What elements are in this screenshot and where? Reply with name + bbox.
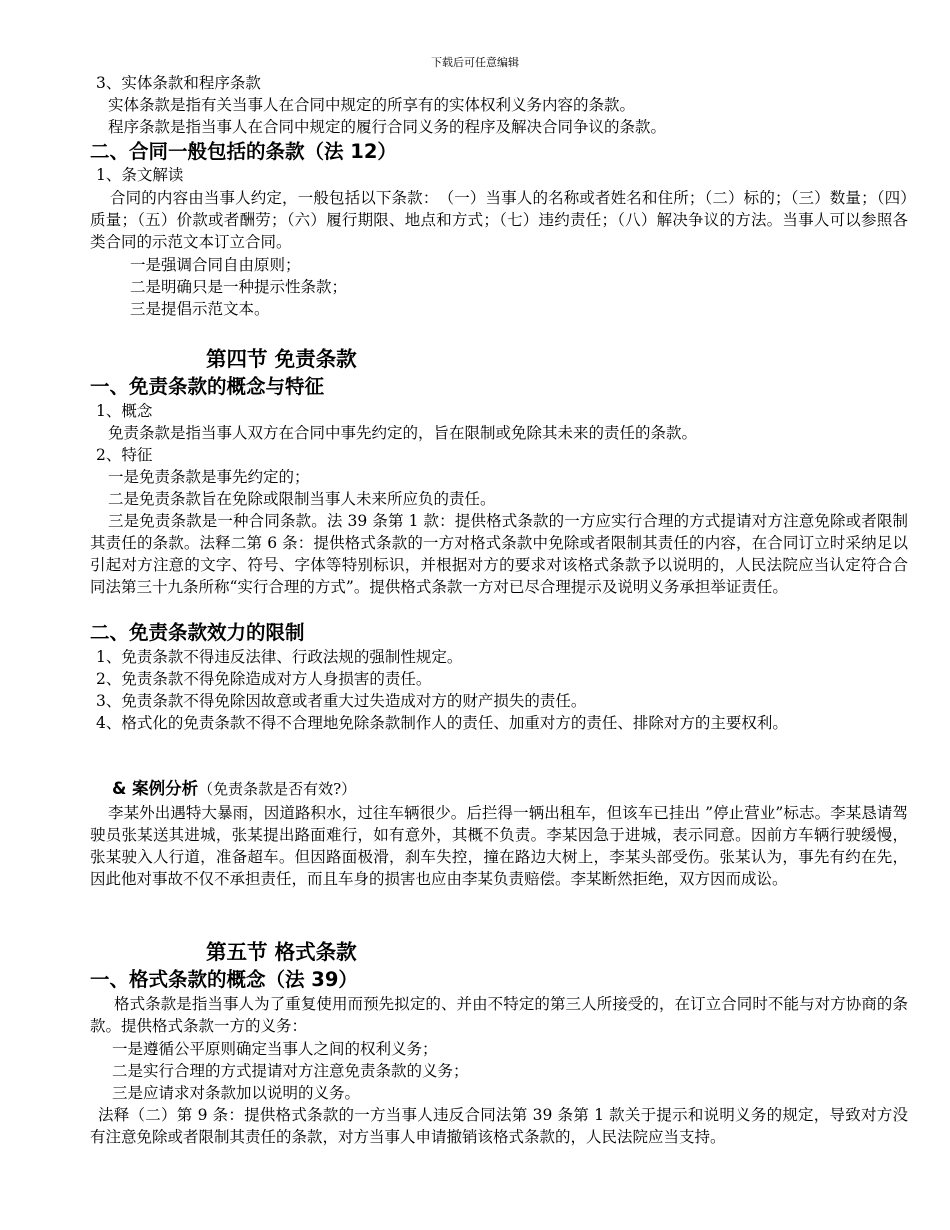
subsection-heading: 1、条文解读 [96, 166, 184, 184]
case-paragraph: 李某外出遇特大暴雨，因道路积水，过往车辆很少。后拦得一辆出租车，但该车已挂出 ”停止营业”标志。李某恳请驾驶员张某送其进城，张某提出路面难行，如有意外，其概不负责。李某因急于进城，表示同意。因前方车辆行驶缓慢，张某驶入人行道，准备超车。但因路面极滑，刹车失控，撞在路边大树上，李某头部受伤。张某认为，事先有约在先，因此他对事故不仅不承担责任，而且车身的损害也应由李某负责赔偿。李某断然拒绝，双方因而成讼。 [90, 804, 908, 888]
heading-exemption-limits: 二、免责条款效力的限制 [90, 621, 305, 644]
list-item: 1、免责条款不得违反法律、行政法规的强制性规定。 [96, 648, 463, 666]
paragraph: 法释（二）第 9 条：提供格式条款的一方当事人违反合同法第 39 条第 1 款关于提示和说明义务的规定，导致对方没有注意免除或者限制其责任的条款，对方当事人申请撤销该格式条款的，人民法院应当支持。 [90, 1106, 908, 1146]
paragraph: 合同的内容由当事人约定，一般包括以下条款： （一）当事人的名称或者姓名和住所；（二）标的；（三）数量；（四）质量；（五）价款或者酬劳；（六）履行期限、地点和方式；（七）违约责任；（八）解决争议的方法。当事人可以参照各类合同的示范文本订立合同。 [90, 189, 908, 251]
case-analysis-label: & 案例分析 [112, 779, 199, 798]
list-item: 3、免责条款不得免除因故意或者重大过失造成对方的财产损失的责任。 [96, 692, 587, 710]
list-item: 一是强调合同自由原则； [130, 256, 301, 274]
paragraph: 三是免责条款是一种合同条款。法 39 条第 1 款：提供格式条款的一方应实行合理的方式提请对方注意免除或者限制其责任的条款。法释二第 6 条：提供格式条款的一方对格式条款中免除或者限制其责任的内容，在合同订立时采纳足以引起对方注意的文字、符号、字体等特别标识，并根据对方的要求对该格式条款予以说明的，人民法院应当认定符合合同法第三十九条所称“实行合理的方式”。提供格式条款一方对已尽合理提示及说明义务承担举证责任。 [90, 512, 908, 596]
list-item: 二是明确只是一种提示性条款； [130, 278, 348, 296]
case-analysis-heading [112, 778, 356, 800]
list-item: 三是提倡示范文本。 [130, 300, 270, 318]
paragraph: 实体条款是指有关当事人在合同中规定的所享有的实体权利义务内容的条款。 [108, 96, 636, 114]
section-title-standard-terms: 第五节 格式条款 [206, 940, 357, 964]
paragraph: 免责条款是指当事人双方在合同中事先约定的，旨在限制或免除其未来的责任的条款。 [108, 424, 698, 442]
subsection-heading: 1、概念 [96, 402, 153, 420]
list-item: 二是免责条款旨在免除或限制当事人未来所应负的责任。 [108, 490, 496, 508]
heading-standard-terms-concept: 一、格式条款的概念（法 39） [90, 968, 358, 991]
list-item: 三是应请求对条款加以说明的义务。 [112, 1084, 361, 1102]
section-title-exemption: 第四节 免责条款 [206, 347, 357, 371]
heading-exemption-concept: 一、免责条款的概念与特征 [90, 375, 325, 398]
list-item: 一是免责条款是事先约定的； [108, 468, 310, 486]
list-item: 2、免责条款不得免除造成对方人身损害的责任。 [96, 670, 432, 688]
list-item: 一是遵循公平原则确定当事人之间的权利义务； [112, 1040, 438, 1058]
paragraph: 程序条款是指当事人在合同中规定的履行合同义务的程序及解决合同争议的条款。 [108, 118, 667, 136]
list-item: 4、格式化的免责条款不得不合理地免除条款制作人的责任、加重对方的责任、排除对方的主要权利。 [96, 714, 788, 732]
subsection-heading: 2、特征 [96, 446, 153, 464]
subsection-heading: 3、实体条款和程序条款 [96, 74, 261, 92]
heading-general-clauses: 二、合同一般包括的条款（法 12） [90, 140, 397, 163]
page-header: 下载后可任意编辑 [431, 56, 519, 69]
case-analysis-question: （免责条款是否有效?） [198, 780, 357, 798]
list-item: 二是实行合理的方式提请对方注意免责条款的义务； [112, 1062, 469, 1080]
paragraph: 格式条款是指当事人为了重复使用而预先拟定的、并由不特定的第三人所接受的，在订立合同时不能与对方协商的条款。提供格式条款一方的义务： [90, 995, 908, 1035]
